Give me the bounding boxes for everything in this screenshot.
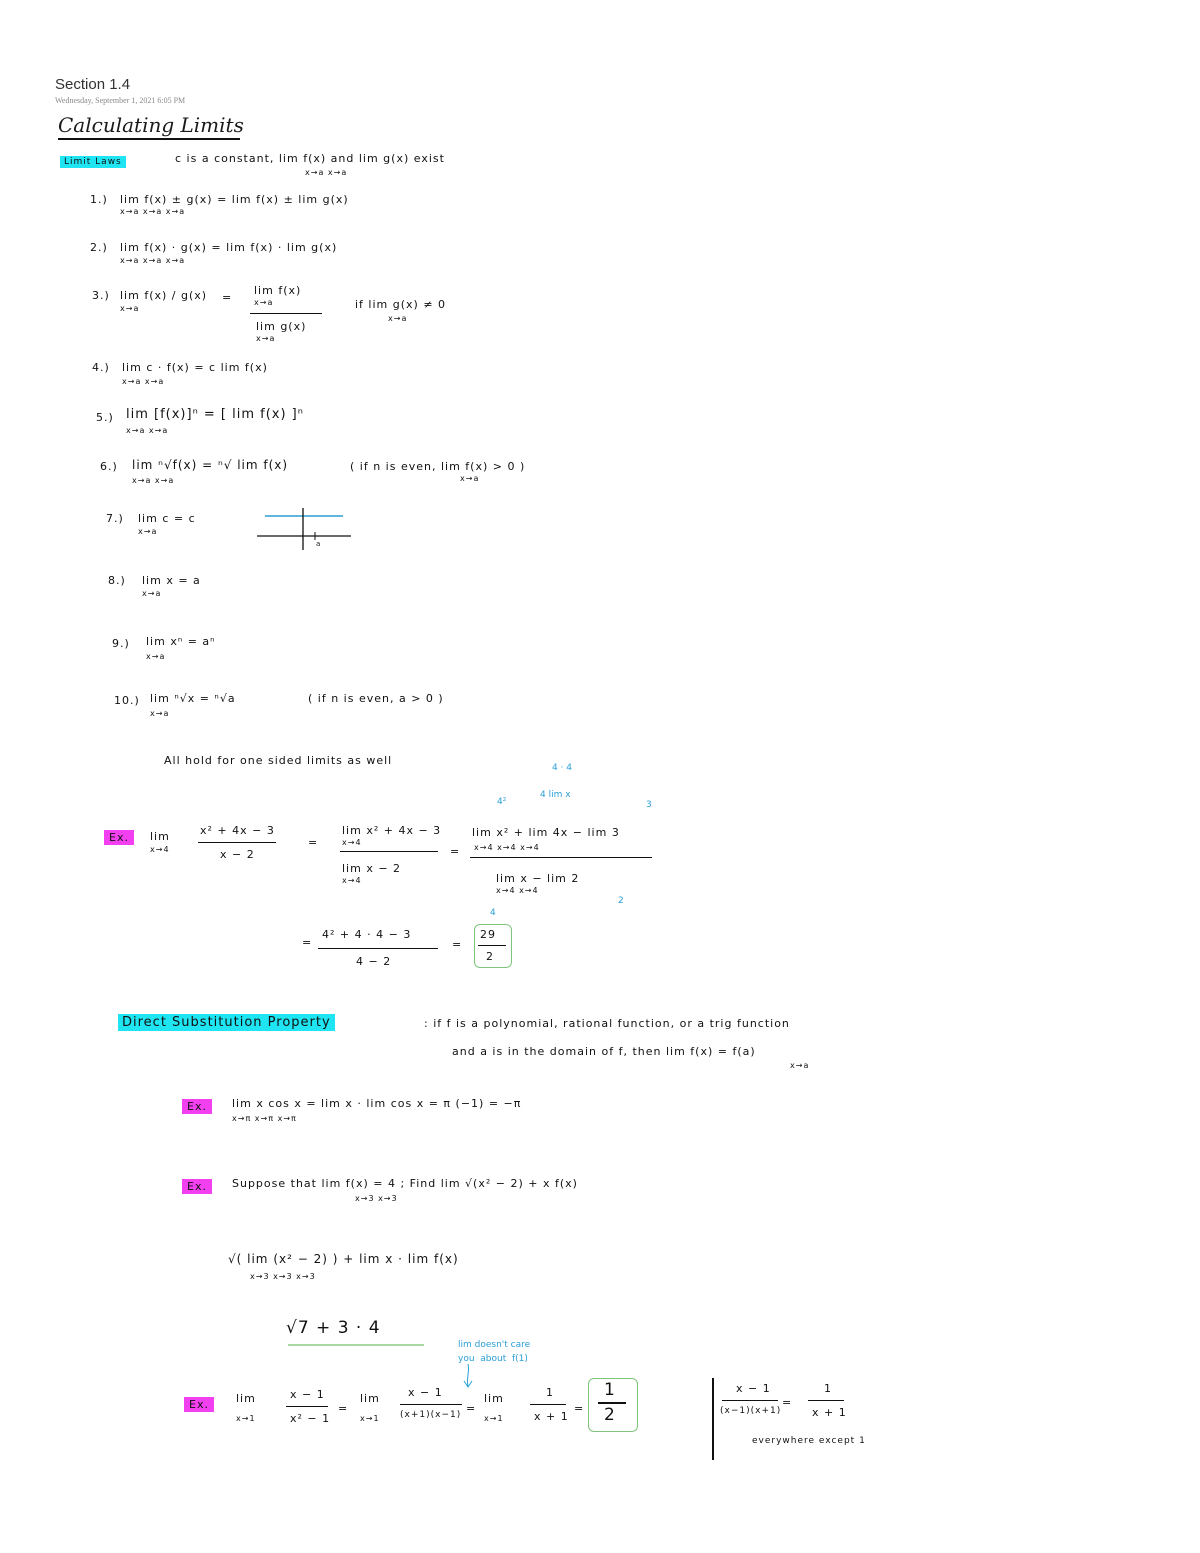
example-4-lim-3: lim <box>484 1392 504 1405</box>
law-3-condition: if lim g(x) ≠ 0 <box>355 298 447 311</box>
example-1-step2-denominator: lim x − lim 2 <box>496 872 580 885</box>
law-8-text: lim x = a <box>142 574 201 587</box>
example-1-note-2: 2 <box>618 896 624 906</box>
law-5-sub: x→a x→a <box>126 426 169 435</box>
law-7-constant-graph <box>255 506 355 552</box>
law-2-sub: x→a x→a x→a <box>120 256 186 265</box>
example-1-step1-bar <box>340 851 438 852</box>
example-4-lim: lim <box>236 1392 256 1405</box>
side-note-numerator: x − 1 <box>736 1382 771 1395</box>
limit-laws-intro: c is a constant, lim f(x) and lim g(x) exist <box>175 152 445 165</box>
example-4-tag: Ex. <box>184 1397 214 1412</box>
law-1-text: lim f(x) ± g(x) = lim f(x) ± lim g(x) <box>120 193 349 206</box>
example-1-step2-den-sub: x→4 x→4 <box>496 886 539 895</box>
law-3-fraction-bar <box>250 313 322 314</box>
limit-laws-tag: Limit Laws <box>60 156 126 168</box>
example-4-equals-2: = <box>466 1402 477 1415</box>
example-1-equals-3: = <box>302 936 313 949</box>
example-4-f1-denominator: x² − 1 <box>290 1412 331 1425</box>
side-note-caption: everywhere except 1 <box>752 1436 866 1446</box>
example-4-f3-numerator: 1 <box>546 1386 554 1399</box>
example-1-step2-bar <box>470 857 652 858</box>
law-10-condition: ( if n is even, a > 0 ) <box>308 692 444 705</box>
example-1-step1-num-sub: x→4 <box>342 838 362 847</box>
direct-substitution-line-1: : if f is a polynomial, rational function, or a trig function <box>424 1017 790 1030</box>
example-1-numerator: x² + 4x − 3 <box>200 824 275 837</box>
limit-laws-footer: All hold for one sided limits as well <box>164 754 393 767</box>
law-5-text: lim [f(x)]ⁿ = [ lim f(x) ]ⁿ <box>126 407 304 422</box>
example-3-sub: x→3 x→3 <box>355 1194 398 1203</box>
example-1-answer-numerator: 29 <box>480 928 496 941</box>
side-note-rhs-numerator: 1 <box>824 1382 832 1395</box>
example-4-f2-bar <box>400 1404 462 1405</box>
example-4-equals-3: = <box>574 1402 585 1415</box>
law-7-axis-label: a <box>316 540 322 548</box>
law-3-numerator-sub: x→a <box>254 298 274 307</box>
example-1-answer-bar <box>478 945 506 946</box>
example-1-step1-den-sub: x→4 <box>342 876 362 885</box>
law-1-number: 1.) <box>90 193 108 206</box>
law-3-condition-sub: x→a <box>388 314 408 323</box>
direct-substitution-tag: Direct Substitution Property <box>118 1014 335 1031</box>
example-4-lim-2-sub: x→1 <box>360 1414 380 1423</box>
section-title: Section 1.4 <box>55 76 131 93</box>
law-4-sub: x→a x→a <box>122 377 165 386</box>
law-4-text: lim c · f(x) = c lim f(x) <box>122 361 268 374</box>
example-2-sub: x→π x→π x→π <box>232 1114 297 1123</box>
example-1-note-4limx: 4 lim x <box>540 790 571 800</box>
example-4-note: lim doesn't care you about f(1) <box>458 1340 531 1364</box>
example-4-f2-denominator: (x+1)(x−1) <box>400 1410 462 1420</box>
side-note-rhs-denominator: x + 1 <box>812 1406 847 1419</box>
side-note-rhs-bar <box>808 1400 844 1401</box>
example-1-equals-2: = <box>450 845 461 858</box>
example-1-step1-numerator: lim x² + 4x − 3 <box>342 824 442 837</box>
example-1-equals-1: = <box>308 836 319 849</box>
law-7-text: lim c = c <box>138 512 196 525</box>
example-4-f3-denominator: x + 1 <box>534 1410 569 1423</box>
example-1-step3-denominator: 4 − 2 <box>356 955 392 968</box>
example-1-note-4sq: 4² <box>497 797 507 807</box>
law-3-text: lim f(x) / g(x) <box>120 289 208 302</box>
example-1-step3-numerator: 4² + 4 · 4 − 3 <box>322 928 412 941</box>
law-4-number: 4.) <box>92 361 110 374</box>
law-8-number: 8.) <box>108 574 126 587</box>
example-4-lim-sub: x→1 <box>236 1414 256 1423</box>
law-3-numerator: lim f(x) <box>254 284 302 297</box>
law-2-text: lim f(x) · g(x) = lim f(x) · lim g(x) <box>120 241 338 254</box>
example-1-denominator: x − 2 <box>220 848 255 861</box>
law-3-sub: x→a <box>120 304 140 313</box>
example-1-lim: lim <box>150 830 170 843</box>
example-4-f1-numerator: x − 1 <box>290 1388 325 1401</box>
example-4-f3-bar <box>530 1404 566 1405</box>
example-4-lim-2: lim <box>360 1392 380 1405</box>
law-9-sub: x→a <box>146 652 166 661</box>
law-7-sub: x→a <box>138 527 158 536</box>
example-4-answer-denominator: 2 <box>604 1405 616 1425</box>
side-note-bracket <box>712 1378 714 1460</box>
law-7-number: 7.) <box>106 512 124 525</box>
law-3-denominator-sub: x→a <box>256 334 276 343</box>
example-4-lim-3-sub: x→1 <box>484 1414 504 1423</box>
example-4-answer-numerator: 1 <box>604 1380 616 1400</box>
law-3-number: 3.) <box>92 289 110 302</box>
limit-laws-intro-sub: x→a x→a <box>305 168 348 177</box>
example-2-tag: Ex. <box>182 1099 212 1114</box>
example-1-answer-denominator: 2 <box>486 950 494 963</box>
example-4-note-arrow <box>462 1362 474 1390</box>
law-6-condition-sub: x→a <box>460 474 480 483</box>
law-6-number: 6.) <box>100 460 118 473</box>
example-4-answer-bar <box>598 1402 626 1404</box>
example-4-f1-bar <box>286 1406 328 1407</box>
example-1-note-4: 4 <box>490 908 496 918</box>
example-1-equals-4: = <box>452 938 463 951</box>
example-1-step2-num-sub: x→4 x→4 x→4 <box>474 843 540 852</box>
example-1-step3-bar <box>318 948 438 949</box>
page-datetime: Wednesday, September 1, 2021 6:05 PM <box>55 96 186 105</box>
example-4-f2-numerator: x − 1 <box>408 1386 443 1399</box>
page-heading: Calculating Limits <box>58 113 244 137</box>
law-5-number: 5.) <box>96 411 114 424</box>
example-3-step-1-sub: x→3 x→3 x→3 <box>250 1272 316 1281</box>
direct-substitution-sub: x→a <box>790 1061 810 1070</box>
example-1-lim-sub: x→4 <box>150 845 170 854</box>
law-6-condition: ( if n is even, lim f(x) > 0 ) <box>350 460 526 473</box>
example-2-text: lim x cos x = lim x · lim cos x = π (−1) = −π <box>232 1097 522 1110</box>
side-note-equals: = <box>782 1396 793 1409</box>
law-8-sub: x→a <box>142 589 162 598</box>
example-1-step1-denominator: lim x − 2 <box>342 862 402 875</box>
example-3-step-2: √7 + 3 · 4 <box>286 1318 381 1338</box>
example-3-step-2-underline <box>288 1344 424 1346</box>
direct-substitution-line-2: and a is in the domain of f, then lim f(x) = f(a) <box>452 1045 756 1058</box>
law-10-sub: x→a <box>150 709 170 718</box>
law-6-sub: x→a x→a <box>132 476 175 485</box>
law-6-text: lim ⁿ√f(x) = ⁿ√ lim f(x) <box>132 458 289 472</box>
example-1-note-3: 3 <box>646 800 652 810</box>
law-9-number: 9.) <box>112 637 130 650</box>
example-3-tag: Ex. <box>182 1179 212 1194</box>
law-3-denominator: lim g(x) <box>256 320 307 333</box>
example-1-step2-numerator: lim x² + lim 4x − lim 3 <box>472 826 620 839</box>
law-10-text: lim ⁿ√x = ⁿ√a <box>150 692 236 705</box>
side-note-bar <box>722 1400 778 1401</box>
example-3-step-1: √( lim (x² − 2) ) + lim x · lim f(x) <box>228 1252 459 1266</box>
law-10-number: 10.) <box>114 694 140 707</box>
law-2-number: 2.) <box>90 241 108 254</box>
law-9-text: lim xⁿ = aⁿ <box>146 635 216 648</box>
example-4-equals-1: = <box>338 1402 349 1415</box>
example-1-note-4x4: 4 · 4 <box>552 763 573 773</box>
law-3-equals: = <box>222 291 233 304</box>
side-note-denominator: (x−1)(x+1) <box>720 1406 782 1416</box>
example-1-tag: Ex. <box>104 830 134 845</box>
heading-underline <box>58 138 240 140</box>
example-1-fraction-bar <box>198 842 276 843</box>
example-3-text: Suppose that lim f(x) = 4 ; Find lim √(x² − 2) + x f(x) <box>232 1177 578 1190</box>
law-1-sub: x→a x→a x→a <box>120 207 186 216</box>
